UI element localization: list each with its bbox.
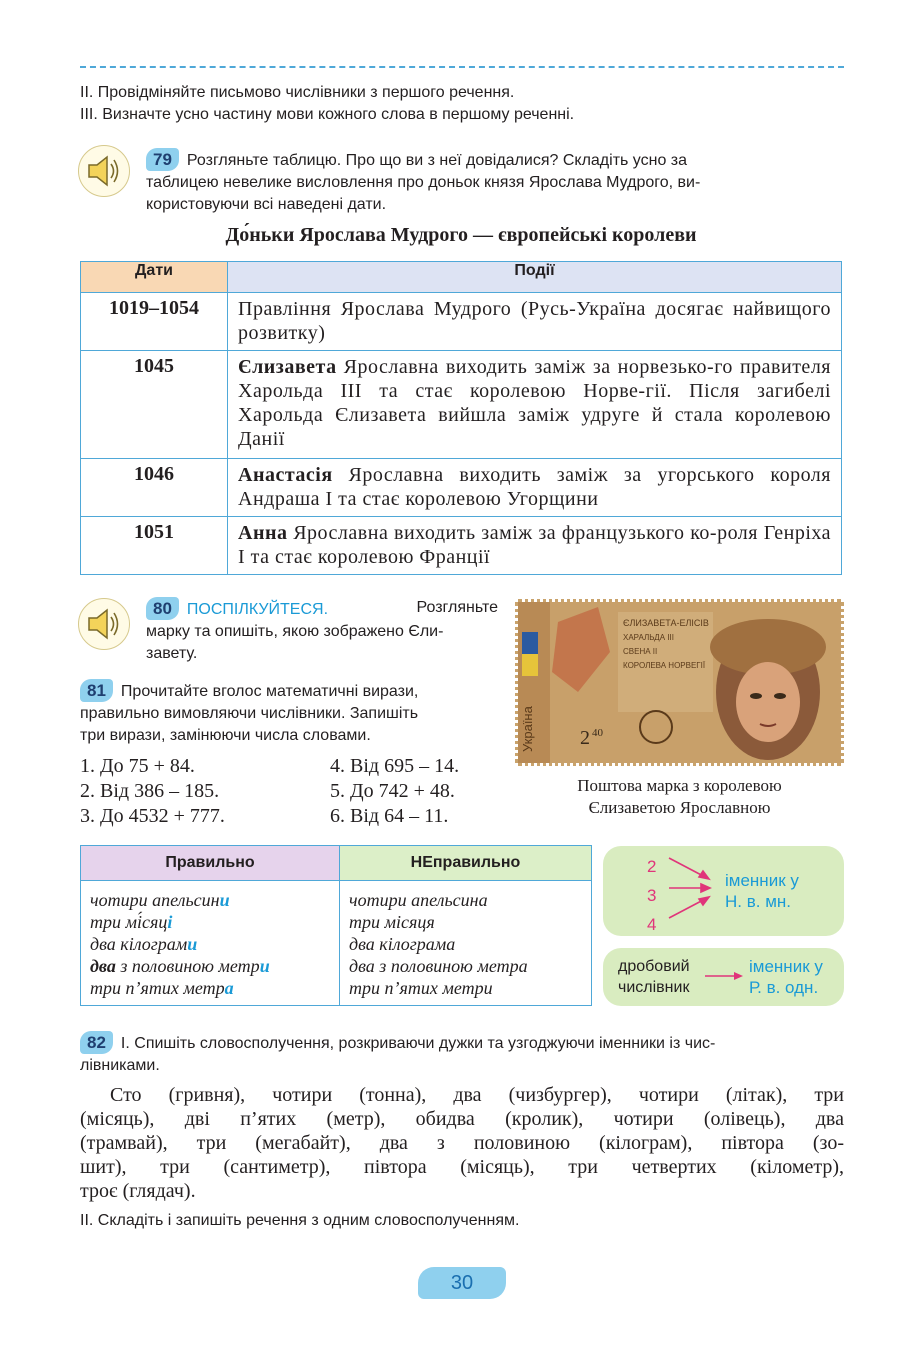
page-number: 30 [418,1267,506,1299]
genitive-line2: Р. в. одн. [749,978,819,997]
table-title: До́ньки Ярослава Мудрого — європейські королеви [225,224,697,246]
list-item: два з половиною метра [349,956,528,976]
table-row [81,459,842,517]
task-line-2: II. Провідміняйте письмово числівники з першого речення. [80,84,515,101]
para-line: (місяць), дві п’ятих (метр), обидва (кролик), чотири (олівець), два [80,1108,844,1130]
ex82-line1: I. Спишіть словосполучення, розкриваючи дужки та узгоджуючи іменники із чис- [120,1035,716,1052]
para-line: троє (глядач). [80,1180,196,1202]
fraction-line2: числівник [618,979,690,996]
stamp-caption-line2: Єлизаветою Ярославною [588,798,771,817]
row-event: Правління Ярослава Мудрого (Русь-Україна досягає найвищого розвитку) [228,293,842,351]
expression-item: 4. Від 695 – 14. [330,755,460,777]
row-date: 1051 [81,517,228,575]
para-line: шит), три (сантиметр), півтора (місяць), три четвертих (кілометр), [80,1156,844,1178]
top-dashed-divider [80,66,844,68]
ex79-line1: Розгляньте таблицю. Про що ви з неї довідалися? Складіть усно за [186,152,688,169]
postage-stamp-image [515,599,844,766]
exercise-82-number: 82 [80,1031,113,1054]
list-item: чотири апельсини [90,890,230,910]
col-header-correct: Правильно [81,846,340,881]
expression-item: 3. До 4532 + 777. [80,805,225,827]
ex80-title: ПОСПІЛКУЙТЕСЯ. [186,601,329,618]
exercise-81-text [80,679,498,747]
ex79-line2: таблицею невелике висловлення про доньок князя Ярослава Мудрого, ви- [146,174,701,191]
svg-text:Україна: Україна [520,706,535,752]
svg-text:2: 2 [580,727,590,749]
genitive-line1: іменник у [749,957,823,976]
expressions-col1 [80,754,225,829]
list-item: два кілограми [90,934,198,954]
incorrect-forms [340,881,592,1006]
stamp-caption-line1: Поштова марка з королевою [577,776,782,795]
expressions-col2 [330,754,459,829]
table-row [81,351,842,459]
ex81-line2: правильно вимовляючи числівники. Запишіть [80,705,419,722]
exercise-82-text [80,1031,844,1077]
expression-item: 2. Від 386 – 185. [80,780,220,802]
noun-case-line2: Н. в. мн. [725,892,791,911]
stamp-caption [515,775,844,819]
col-header-dates: Дати [81,262,228,293]
row-date: 1019–1054 [81,293,228,351]
list-item: чотири апельсина [349,890,488,910]
expression-item: 5. До 742 + 48. [330,780,455,802]
exercise-80-text [146,597,498,665]
ex81-line3: три вирази, замінюючи числа словами. [80,727,371,744]
audio-speaker-icon[interactable] [78,598,130,650]
noun-case-label [725,870,799,912]
fraction-numeral-label [618,956,690,998]
numeral-scheme-box [603,846,844,936]
fraction-line1: дробовий [618,958,690,975]
exercise-81-number: 81 [80,679,113,702]
svg-text:40: 40 [592,727,603,739]
numeral-2: 2 [647,857,657,876]
svg-text:КОРОЛЕВА НОРВЕГІЇ: КОРОЛЕВА НОРВЕГІЇ [623,661,706,670]
para-line: (трамвай), три (мегабайт), два з половиною (кілограм), півтора (зо- [80,1132,844,1154]
row-event: Єлизавета Ярославна виходить заміж за норвезько-го правителя Харольда III та стає королевою Норве-гії. Після загибелі Харольда Єлизавета вийшла заміж удруге й стала королевою Данії [228,351,842,459]
genitive-label [749,956,823,998]
exercise-82-paragraph [80,1083,844,1203]
col-header-events: Події [228,262,842,293]
noun-case-line1: іменник у [725,871,799,890]
exercise-79-number: 79 [146,148,179,171]
audio-speaker-icon[interactable] [78,145,130,197]
col-header-incorrect: НЕправильно [340,846,592,881]
numeral-list [647,852,656,939]
expression-item: 1. До 75 + 84. [80,755,195,777]
svg-text:СВЕНА II: СВЕНА II [623,647,658,656]
para-line: Сто (гривня), чотири (тонна), два (чизбургер), чотири (літак), три [110,1084,844,1106]
fraction-scheme-box [603,948,844,1006]
list-item: три місяця [349,912,435,932]
exercise-79-text [146,148,844,216]
row-event: Анна Ярославна виходить заміж за французького ко-роля Генріха I та стає королевою Франції [228,517,842,575]
ex80-line1: Розгляньте [416,599,498,616]
svg-text:ЄЛИЗАВЕТА-ЕЛІСІВ: ЄЛИЗАВЕТА-ЕЛІСІВ [623,618,709,628]
task-line-3: III. Визначте усно частину мови кожного слова в першому реченні. [80,106,575,123]
ex80-line2: марку та опишіть, якою зображено Єли- [146,623,444,640]
row-event: Анастасія Ярославна виходить заміж за угорського короля Андраша I та стає королевою Угорщини [228,459,842,517]
ex80-line3: завету. [146,645,198,662]
ex82-task-2: II. Складіть і запишіть речення з одним словосполученням. [80,1212,520,1229]
list-item: три мі́сяці [90,912,173,932]
row-date: 1045 [81,351,228,459]
exercise-80-number: 80 [146,597,179,620]
ex79-line3: користовуючи всі наведені дати. [146,196,387,213]
list-item: три п’ятих метра [90,978,234,998]
arrow-right-icon [703,966,747,986]
list-item: два кілограма [349,934,456,954]
ex82-line2: лівниками. [80,1057,160,1074]
correct-forms [81,881,340,1006]
daughters-table [80,261,842,575]
table-row [81,293,842,351]
row-date: 1046 [81,459,228,517]
numeral-4: 4 [647,915,657,934]
correct-incorrect-table [80,845,592,1006]
table-row [81,517,842,575]
list-item: три п’ятих метри [349,978,493,998]
svg-text:ХАРАЛЬДА III: ХАРАЛЬДА III [623,633,674,642]
list-item: два з половиною метри [90,956,270,976]
numeral-3: 3 [647,886,657,905]
expression-item: 6. Від 64 – 11. [330,805,449,827]
ex81-line1: Прочитайте вголос математичні вирази, [120,683,419,700]
